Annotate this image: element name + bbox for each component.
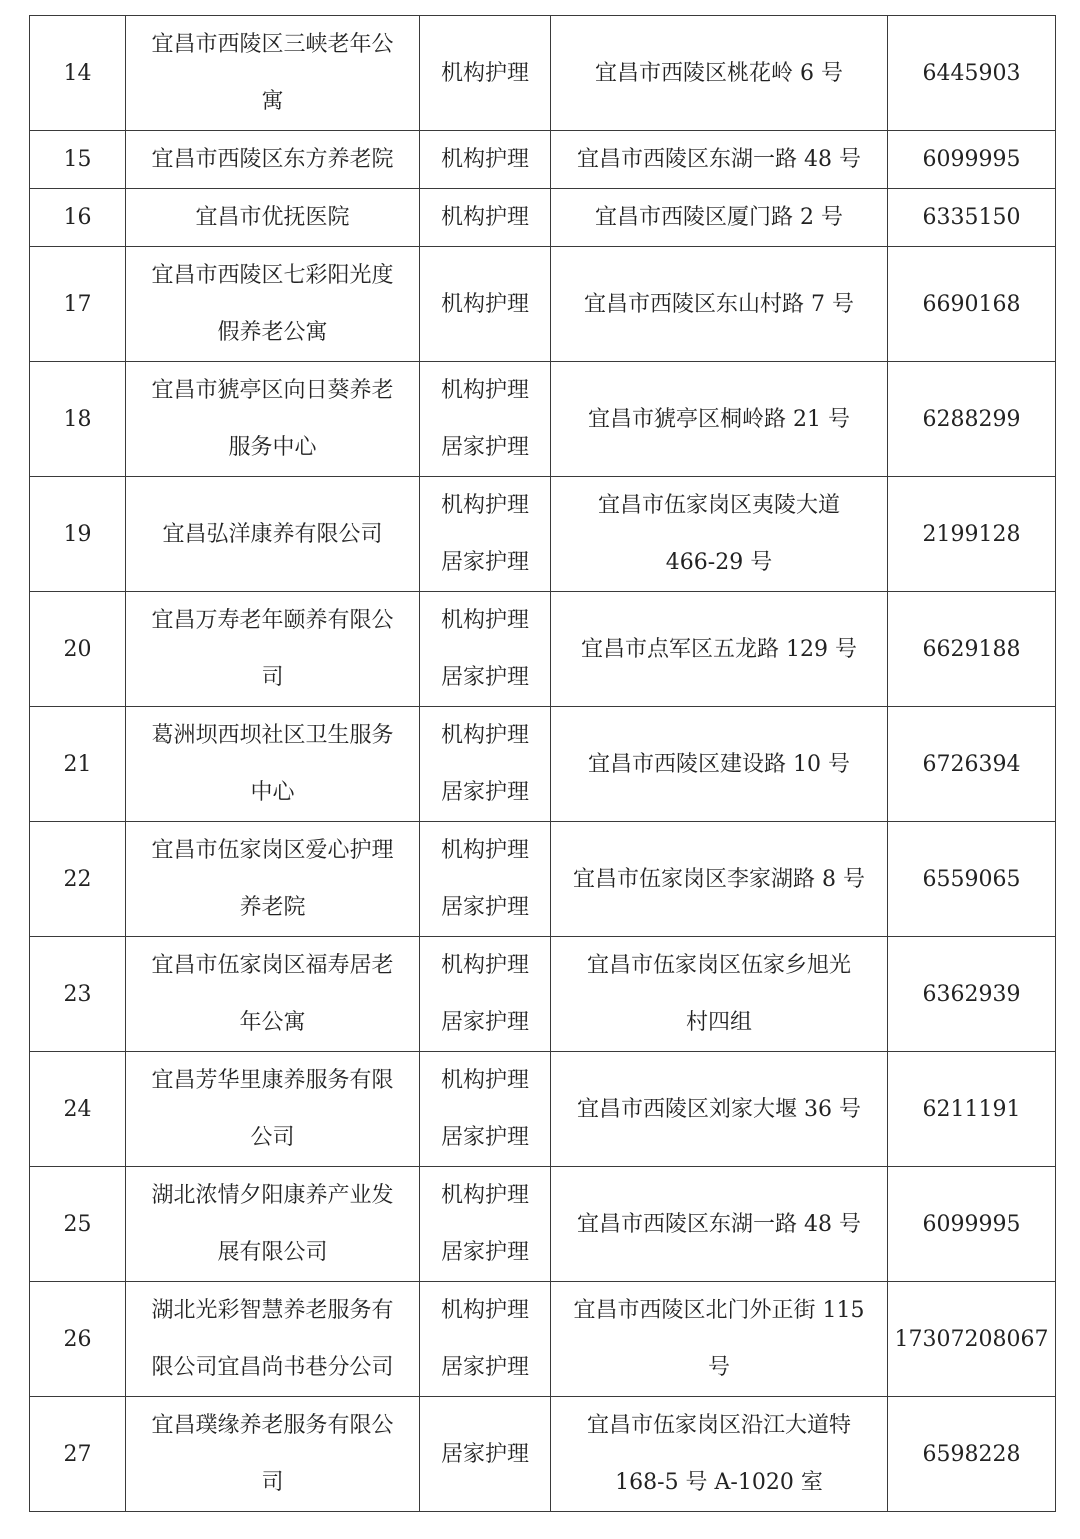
care-type-line: 机构护理 <box>440 147 529 172</box>
address-line: 168-5 号 A-1020 室 <box>615 1470 823 1495</box>
address-cell <box>551 131 888 189</box>
row-number-cell: 16 <box>30 189 126 247</box>
care-type-line: 居家护理 <box>440 665 529 690</box>
row-number-cell: 23 <box>30 937 126 1052</box>
table-row <box>30 937 1056 1052</box>
care-type-cell <box>420 1167 551 1282</box>
institution-name-cell <box>126 937 420 1052</box>
institution-name-line: 宜昌万寿老年颐养有限公 <box>151 608 394 633</box>
care-type-line: 机构护理 <box>440 205 529 230</box>
care-type-cell <box>420 16 551 131</box>
phone-cell: 17307208067 <box>888 1282 1056 1397</box>
institution-name-line: 限公司宜昌尚书巷分公司 <box>151 1355 394 1380</box>
care-type-line: 机构护理 <box>440 1068 529 1093</box>
address-line: 宜昌市伍家岗区李家湖路 8 号 <box>573 866 865 892</box>
care-type-line: 居家护理 <box>440 1355 529 1380</box>
institution-name-cell <box>126 131 420 189</box>
care-type-cell <box>420 189 551 247</box>
institution-name-line: 司 <box>261 1470 284 1495</box>
address-line: 宜昌市西陵区北门外正街 115 <box>573 1298 865 1323</box>
address-cell <box>551 1282 888 1397</box>
address-cell <box>551 16 888 131</box>
care-type-line: 机构护理 <box>440 378 529 403</box>
table-row <box>30 131 1056 189</box>
row-number-cell: 21 <box>30 707 126 822</box>
care-type-line: 居家护理 <box>440 435 529 460</box>
phone-cell: 6335150 <box>888 189 1056 247</box>
care-type-line: 机构护理 <box>440 838 529 863</box>
table-row <box>30 707 1056 822</box>
address-line: 宜昌市西陵区建设路 10 号 <box>588 751 850 777</box>
institution-name-line: 宜昌市西陵区三峡老年公 <box>151 32 394 57</box>
row-number-cell: 14 <box>30 16 126 131</box>
care-type-line: 居家护理 <box>440 550 529 575</box>
care-type-line: 居家护理 <box>440 1441 529 1467</box>
address-line: 宜昌市西陵区桃花岭 6 号 <box>595 60 843 86</box>
institution-name-line: 宜昌市伍家岗区爱心护理 <box>151 838 394 863</box>
institution-name-cell <box>126 247 420 362</box>
address-line: 宜昌市西陵区东湖一路 48 号 <box>577 147 861 172</box>
institution-name-line: 展有限公司 <box>217 1240 328 1265</box>
institution-name-cell <box>126 822 420 937</box>
address-cell <box>551 362 888 477</box>
row-number-cell: 25 <box>30 1167 126 1282</box>
institution-name-cell <box>126 1052 420 1167</box>
institution-table <box>29 15 1056 1512</box>
care-type-line: 居家护理 <box>440 1010 529 1035</box>
address-line: 宜昌市伍家岗区夷陵大道 <box>597 493 840 518</box>
table-row <box>30 247 1056 362</box>
phone-cell: 6211191 <box>888 1052 1056 1167</box>
address-cell <box>551 1167 888 1282</box>
phone-cell: 6598228 <box>888 1397 1056 1512</box>
care-type-cell <box>420 362 551 477</box>
phone-cell: 6099995 <box>888 131 1056 189</box>
institution-name-line: 服务中心 <box>228 435 317 460</box>
row-number-cell: 19 <box>30 477 126 592</box>
institution-name-line: 宜昌市伍家岗区福寿居老 <box>151 953 394 978</box>
address-cell <box>551 247 888 362</box>
address-cell <box>551 592 888 707</box>
phone-cell: 6559065 <box>888 822 1056 937</box>
institution-name-line: 宜昌璞缘养老服务有限公 <box>151 1413 394 1438</box>
institution-name-cell <box>126 707 420 822</box>
row-number-cell: 20 <box>30 592 126 707</box>
address-line: 宜昌市伍家岗区沿江大道特 <box>586 1413 851 1438</box>
care-type-line: 机构护理 <box>440 723 529 748</box>
address-cell <box>551 822 888 937</box>
institution-name-line: 宜昌弘洋康养有限公司 <box>162 521 383 547</box>
institution-name-line: 公司 <box>250 1125 295 1150</box>
row-number-cell: 26 <box>30 1282 126 1397</box>
care-type-cell <box>420 937 551 1052</box>
address-line: 宜昌市西陵区厦门路 2 号 <box>595 205 843 230</box>
institution-name-line: 养老院 <box>239 895 306 920</box>
institution-name-cell <box>126 1282 420 1397</box>
address-cell <box>551 189 888 247</box>
row-number-cell: 24 <box>30 1052 126 1167</box>
row-number-cell: 17 <box>30 247 126 362</box>
row-number-cell: 27 <box>30 1397 126 1512</box>
table-row <box>30 189 1056 247</box>
institution-name-line: 中心 <box>250 780 295 805</box>
address-cell <box>551 1052 888 1167</box>
care-type-line: 机构护理 <box>440 60 529 86</box>
phone-cell: 2199128 <box>888 477 1056 592</box>
institution-name-line: 寓 <box>261 89 284 114</box>
institution-name-line: 年公寓 <box>239 1010 306 1035</box>
table-row <box>30 362 1056 477</box>
address-line: 宜昌市伍家岗区伍家乡旭光 <box>586 953 851 978</box>
care-type-cell <box>420 1052 551 1167</box>
care-type-line: 机构护理 <box>440 493 529 518</box>
institution-name-line: 宜昌市西陵区七彩阳光度 <box>151 263 394 288</box>
address-cell <box>551 1397 888 1512</box>
address-line: 村四组 <box>685 1010 752 1035</box>
row-number-cell: 22 <box>30 822 126 937</box>
phone-cell: 6726394 <box>888 707 1056 822</box>
care-type-cell <box>420 247 551 362</box>
address-line: 宜昌市西陵区刘家大堰 36 号 <box>577 1096 861 1122</box>
institution-name-cell <box>126 592 420 707</box>
phone-cell: 6629188 <box>888 592 1056 707</box>
institution-name-line: 宜昌市优抚医院 <box>195 205 350 230</box>
table-row <box>30 592 1056 707</box>
phone-cell: 6362939 <box>888 937 1056 1052</box>
care-type-line: 居家护理 <box>440 1125 529 1150</box>
address-line: 宜昌市西陵区东湖一路 48 号 <box>577 1211 861 1237</box>
care-type-cell <box>420 1397 551 1512</box>
care-type-line: 机构护理 <box>440 953 529 978</box>
address-cell <box>551 707 888 822</box>
row-number-cell: 15 <box>30 131 126 189</box>
table-row <box>30 477 1056 592</box>
institution-name-line: 宜昌市西陵区东方养老院 <box>151 147 394 172</box>
phone-cell: 6288299 <box>888 362 1056 477</box>
table-row <box>30 1052 1056 1167</box>
care-type-line: 机构护理 <box>440 1298 529 1323</box>
address-cell <box>551 477 888 592</box>
address-line: 466-29 号 <box>665 550 773 575</box>
address-line: 号 <box>707 1355 730 1380</box>
institution-name-cell <box>126 189 420 247</box>
care-type-cell <box>420 822 551 937</box>
institution-name-cell <box>126 1167 420 1282</box>
table-row <box>30 1282 1056 1397</box>
care-type-cell <box>420 131 551 189</box>
care-type-line: 居家护理 <box>440 1240 529 1265</box>
care-type-line: 机构护理 <box>440 1183 529 1208</box>
care-type-cell <box>420 707 551 822</box>
institution-name-line: 宜昌芳华里康养服务有限 <box>151 1068 394 1093</box>
address-line: 宜昌市点军区五龙路 129 号 <box>581 636 857 662</box>
address-line: 宜昌市西陵区东山村路 7 号 <box>584 291 854 317</box>
table-row <box>30 16 1056 131</box>
institution-name-cell <box>126 477 420 592</box>
institution-name-cell <box>126 362 420 477</box>
care-type-line: 机构护理 <box>440 291 529 317</box>
care-type-line: 居家护理 <box>440 780 529 805</box>
phone-cell: 6445903 <box>888 16 1056 131</box>
care-type-line: 居家护理 <box>440 895 529 920</box>
institution-name-cell <box>126 1397 420 1512</box>
institution-name-cell <box>126 16 420 131</box>
institution-name-line: 葛洲坝西坝社区卫生服务 <box>151 723 394 748</box>
address-line: 宜昌市猇亭区桐岭路 21 号 <box>588 406 850 432</box>
table-row <box>30 822 1056 937</box>
table-row <box>30 1167 1056 1282</box>
institution-name-line: 假养老公寓 <box>217 320 328 345</box>
care-type-cell <box>420 592 551 707</box>
phone-cell: 6690168 <box>888 247 1056 362</box>
institution-name-line: 司 <box>261 665 284 690</box>
care-type-cell <box>420 1282 551 1397</box>
institution-name-line: 湖北浓情夕阳康养产业发 <box>151 1183 394 1208</box>
care-type-cell <box>420 477 551 592</box>
row-number-cell: 18 <box>30 362 126 477</box>
institution-name-line: 宜昌市猇亭区向日葵养老 <box>151 378 394 403</box>
care-type-line: 机构护理 <box>440 608 529 633</box>
table-body <box>30 16 1056 1512</box>
phone-cell: 6099995 <box>888 1167 1056 1282</box>
institution-name-line: 湖北光彩智慧养老服务有 <box>151 1298 394 1323</box>
table-row <box>30 1397 1056 1512</box>
address-cell <box>551 937 888 1052</box>
